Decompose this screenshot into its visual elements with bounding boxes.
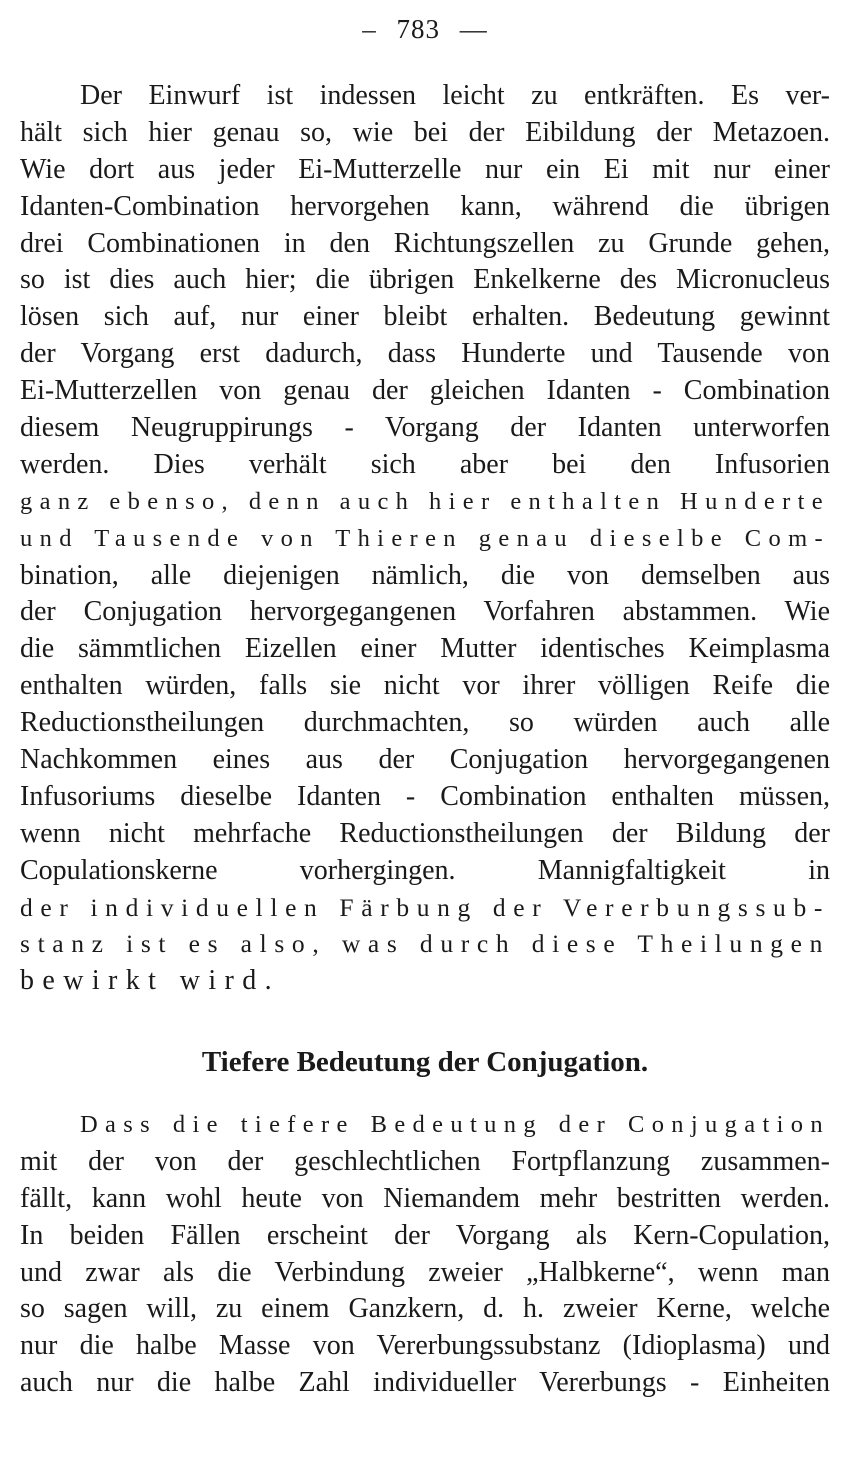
text-line: und zwar als die Verbindung zweier „Halbkerne“, wenn man: [20, 1256, 830, 1288]
header-dash-right: —: [459, 14, 488, 44]
text-line: fällt, kann wohl heute von Niemandem mehr bestritten werden.: [20, 1182, 830, 1214]
text-line: Nachkommen eines aus der Conjugation hervorgegangenen: [20, 744, 830, 776]
text-line: und Tausende von Thieren genau dieselbe Com-: [20, 524, 830, 552]
text-line: diesem Neugruppirungs - Vorgang der Idanten unterworfen: [20, 412, 830, 444]
text-line: Idanten-Combination hervorgehen kann, während die übrigen: [20, 190, 830, 222]
text-line: bewirkt wird.: [20, 965, 281, 997]
text-line: wenn nicht mehrfache Reductionstheilungen der Bildung der: [20, 817, 830, 849]
text-line: In beiden Fällen erscheint der Vorgang als Kern-Copulation,: [20, 1219, 830, 1251]
text-line: bination, alle diejenigen nämlich, die von demselben aus: [20, 559, 830, 591]
text-line: hält sich hier genau so, wie bei der Eibildung der Metazoen.: [20, 116, 830, 148]
text-line: ganz ebenso, denn auch hier enthalten Hunderte: [20, 487, 830, 515]
page-number: 783: [396, 14, 440, 44]
text-line: so sagen will, zu einem Ganzkern, d. h. zweier Kerne, welche: [20, 1293, 830, 1325]
text-line: so ist dies auch hier; die übrigen Enkelkerne des Micronucleus: [20, 264, 830, 296]
text-line: Ei-Mutterzellen von genau der gleichen Idanten - Combination: [20, 375, 830, 407]
text-line: stanz ist es also, was durch diese Theilungen: [20, 929, 830, 959]
page-header: [0, 14, 850, 45]
text-line: der Conjugation hervorgegangenen Vorfahren abstammen. Wie: [20, 596, 830, 628]
text-line: nur die halbe Masse von Vererbungssubstanz (Idioplasma) und: [20, 1330, 830, 1362]
text-line: Copulationskerne vorhergingen. Mannigfaltigkeit in: [20, 854, 830, 886]
text-line: drei Combinationen in den Richtungszellen zu Grunde gehen,: [20, 227, 830, 259]
text-line: mit der von der geschlechtlichen Fortpflanzung zusammen-: [20, 1145, 830, 1177]
paragraph-1: [20, 78, 830, 1000]
header-dash-left: –: [362, 14, 377, 44]
text-line: der individuellen Färbung der Vererbungssub-: [20, 892, 830, 922]
text-line: der Vorgang erst dadurch, dass Hunderte und Tausende von: [20, 338, 830, 370]
text-line: Wie dort aus jeder Ei-Mutterzelle nur ein Ei mit nur einer: [20, 153, 830, 185]
text-line: Infusoriums dieselbe Idanten - Combination enthalten müssen,: [20, 780, 830, 812]
text-line: Dass die tiefere Bedeutung der Conjugation: [80, 1111, 830, 1138]
text-line: Reductionstheilungen durchmachten, so würden auch alle: [20, 707, 830, 739]
paragraph-2: [20, 1107, 830, 1402]
text-line: werden. Dies verhält sich aber bei den Infusorien: [20, 448, 830, 480]
text-line: auch nur die halbe Zahl individueller Vererbungs - Einheiten: [20, 1367, 830, 1399]
text-line: Der Einwurf ist indessen leicht zu entkräften. Es ver-: [80, 80, 830, 111]
text-line: enthalten würden, falls sie nicht vor ihrer völligen Reife die: [20, 670, 830, 702]
text-line: lösen sich auf, nur einer bleibt erhalten. Bedeutung gewinnt: [20, 301, 830, 333]
section-heading: Tiefere Bedeutung der Conjugation.: [201, 1046, 649, 1078]
text-line: die sämmtlichen Eizellen einer Mutter identisches Keimplasma: [20, 633, 830, 665]
